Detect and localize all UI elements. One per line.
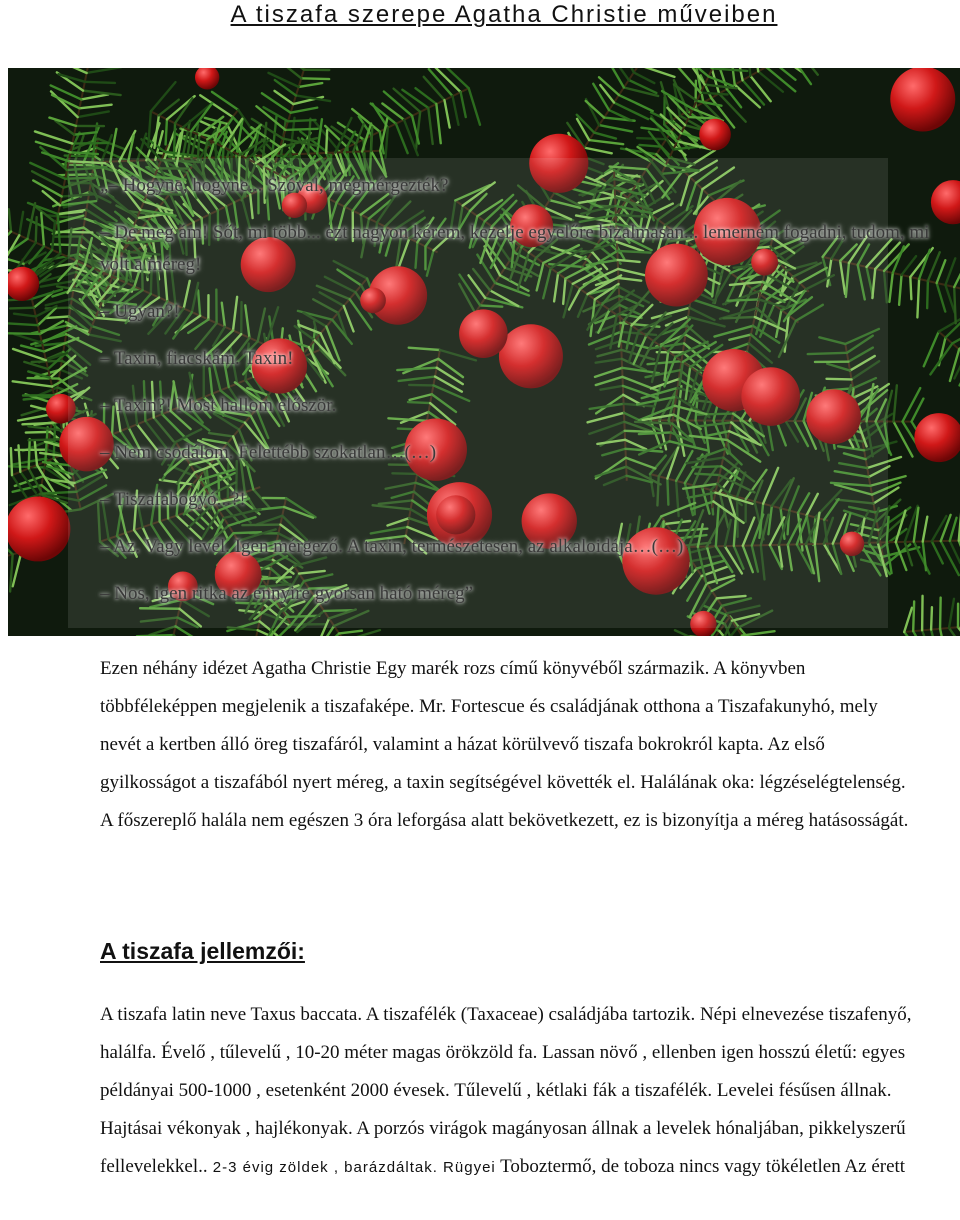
quote-line: – Taxin, fiacskám. Taxin! bbox=[100, 348, 294, 369]
characteristics-small-text: 2-3 évig zöldek , barázdáltak. Rügyei bbox=[207, 1159, 496, 1176]
quote-line: – Ugyan?! bbox=[100, 301, 180, 322]
quote-line: – Tiszafabogyó...?! bbox=[100, 489, 246, 510]
quote-line: „– Hogyne, hogyne... Szóval, megmérgezték? bbox=[100, 175, 449, 196]
characteristics-text: A tiszafa latin neve Taxus baccata. A tiszafélék (Taxaceae) családjába tartozik. Népi elnevezése tiszafenyő, halálfa. Évelő , tűlevelű , 10-20 méter magas örökzöld fa. Lassan növő , ellenben igen hosszú életű: egyes példányai 500-1000 , esetenként 2000 évesek. Tűlevelű , kétlaki fák a tiszafélék. Levelei fésűsen állnak. Hajtásai vékonyak , hajlékonyak. A porzós virágok magányosan állnak a levelek hónaljában, pikkelyszerű fellevelekkel.. bbox=[100, 1004, 912, 1177]
characteristics-paragraph bbox=[100, 996, 920, 1187]
quote-block bbox=[100, 170, 940, 625]
quote-line: – Taxin?! Most hallom először. bbox=[100, 395, 337, 416]
characteristics-tail-text: Toboztermő, de toboza nincs vagy tökéletlen Az érett bbox=[495, 1156, 906, 1177]
quote-line: – Nem csodálom. Felettébb szokatlan…(…) bbox=[100, 442, 437, 463]
quote-line: – Nos, igen ritka az ennyire gyorsan ható méreg” bbox=[100, 583, 474, 604]
quote-line: – Az. Vagy levél. Igen mérgező. A taxin, természetesen, az alkaloidája…(…) bbox=[100, 536, 684, 557]
intro-paragraph: Ezen néhány idézet Agatha Christie Egy marék rozs című könyvéből származik. A könyvben többféleképpen megjelenik a tiszafaképe. Mr. Fortescue és családjának otthona a Tiszafakunyhó, mely nevét a kertben álló öreg tiszafáról, valamint a házat körülvevő tiszafa bokrokról kapta. Az első gyilkosságot a tiszafából nyert méreg, a taxin segítségével követték el. Halálának oka: légzéselégtelenség. A főszereplő halála nem egészen 3 óra leforgása alatt bekövetkezett, ez is bizonyítja a méreg hatásosságát. bbox=[100, 658, 909, 831]
page-title: A tiszafa szerepe Agatha Christie műveiben bbox=[230, 1, 778, 28]
section-heading: A tiszafa jellemzői: bbox=[100, 938, 305, 964]
quote-line: – De meg ám! Sőt, mi több... ezt nagyon kérem, kezelje egyelőre bizalmasan... lemerném fogadni, tudom, mi volt a méreg! bbox=[100, 222, 930, 275]
